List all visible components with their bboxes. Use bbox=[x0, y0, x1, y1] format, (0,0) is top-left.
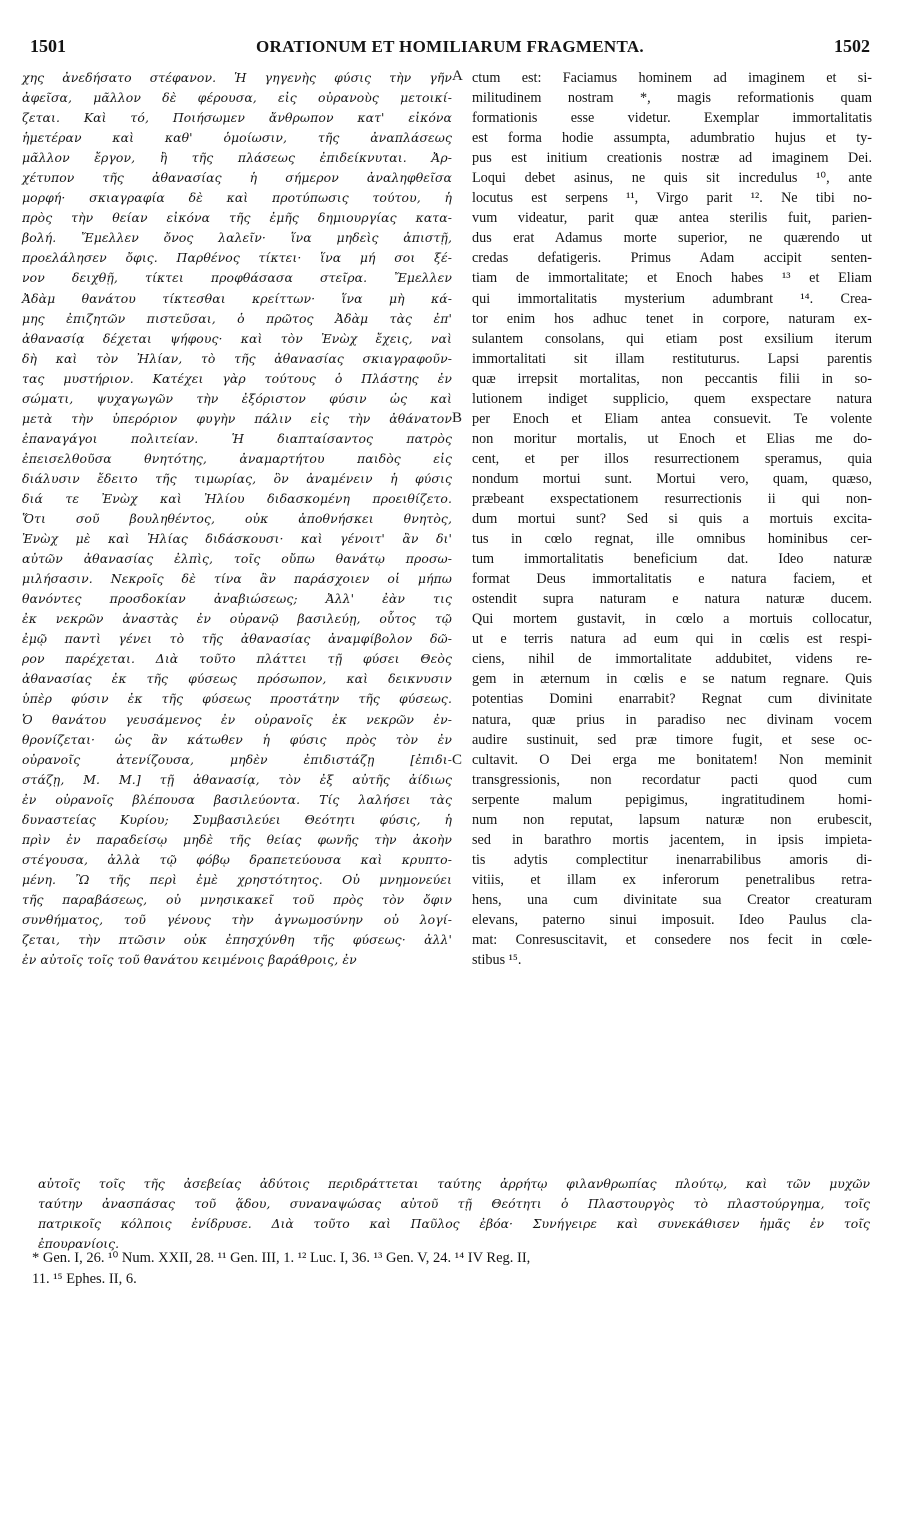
greek-full-line: ταύτην ἀνασπάσας τοῦ ᾅδου, συναναψώσας αὐτοῦ τῇ Θεότητι ὁ Πλαστουργὸς τὸ πλαστούργημα, τοῖς bbox=[38, 1196, 870, 1211]
greek-line: δυναστείας Κυρίου; Συμβασιλεύει Θεότητι φύσις, ἡ bbox=[22, 811, 452, 827]
latin-line: sed in barathro mortis jacentem, in ipsis impieta- bbox=[472, 831, 872, 848]
greek-line: διάλυσιν ἔδειτο τῆς τιμωρίας, ὃν ἀναμένειν ἡ φύσις bbox=[22, 470, 452, 486]
greek-column bbox=[22, 68, 452, 970]
greek-line: χης ἀνεδήσατο στέφανον. Ἡ γηγενὴς φύσις τὴν γῆν bbox=[22, 70, 452, 85]
greek-line: ζεται. Καὶ τό, Ποιήσωμεν ἄνθρωπον κατ' εἰκόνα bbox=[22, 110, 452, 126]
greek-line: μετὰ τὴν ὑπερόριον φυγὴν πάλιν εἰς τὴν ἀθάνατον bbox=[22, 410, 452, 426]
greek-line: ἀθανασίας ἐκ τῆς φύσεως πρόσωπον, καὶ δεικνυσιν bbox=[22, 671, 452, 687]
latin-line: elevans, paterno sinui imposuit. Ideo Paulus cla- bbox=[472, 911, 872, 928]
latin-line: militudinem nostram *, magis reformationis quam bbox=[472, 90, 872, 107]
greek-line: Ἀδὰμ θανάτου τίκτεσθαι κρείττων· ἵνα μὴ κά- bbox=[22, 290, 452, 306]
latin-line: ut e terris natura ad eum qui in cœlis est respi- bbox=[472, 631, 872, 648]
latin-column bbox=[472, 68, 872, 970]
greek-line: Ὁ θανάτου γευσάμενος ἐν οὐρανοῖς ἐκ νεκρῶν ἐν- bbox=[22, 711, 452, 727]
latin-line: tus in cœlo regnat, ille omnibus hominibus cer- bbox=[472, 531, 872, 548]
greek-line: διά τε Ἐνὼχ καὶ Ἠλίου διδασκομένη προειθίζετο. bbox=[22, 490, 452, 506]
latin-line: nondum mortui sunt. Mortui vero, quam, quæso, bbox=[472, 470, 872, 487]
greek-line: ἐμῷ παντὶ γένει τὸ τῆς ἀθανασίας ἀναμφίβολον δῶ- bbox=[22, 631, 452, 647]
page-header bbox=[30, 36, 870, 62]
latin-line: cultavit. O Dei erga me bonitatem! Non meminit bbox=[472, 751, 872, 768]
latin-line: tis adytis complectitur inenarrabilibus amoris di- bbox=[472, 851, 872, 868]
latin-line: vum videatur, parit quæ antea sterilis fuit, parien- bbox=[472, 210, 872, 227]
greek-full-line: αὐτοῖς τοῖς τῆς ἀσεβείας ἀδύτοις περιδράττεται ταύτης ἀρρήτῳ φιλανθρωπίας πλούτῳ, καὶ τῶν μυχῶν bbox=[38, 1176, 870, 1191]
latin-line: hens, una cum divinitate sua Creator creaturam bbox=[472, 891, 872, 908]
latin-line: pus est initium creationis nostræ ad imaginem Dei. bbox=[472, 150, 872, 167]
page-number-left: 1501 bbox=[30, 36, 66, 56]
greek-line: ἐν αὐτοῖς τοῖς τοῦ θανάτου κειμένοις βαράθροις, ἐν bbox=[22, 952, 357, 968]
latin-line: gem in æternum in cœlis e se natum regnare. Quis bbox=[472, 671, 872, 688]
page-number-right: 1502 bbox=[833, 36, 870, 56]
footnote-line: 11. ¹⁵ Ephes. II, 6. bbox=[32, 1271, 137, 1287]
latin-line: natura, quæ prius in paradiso nec divinam vocem bbox=[472, 711, 872, 728]
latin-line: per Enoch et Eliam antea consuevit. Te volente bbox=[472, 410, 872, 427]
latin-line: est forma hodie assumpta, adumbratio hujus et ty- bbox=[472, 130, 872, 147]
margin-letter-c: C bbox=[452, 752, 463, 768]
latin-line: præbeant exspectationem resurrectionis ii qui non- bbox=[472, 490, 872, 507]
greek-line: ἐπαναγάγοι πολιτείαν. Ἡ διαπταίσαντος πατρὸς bbox=[22, 430, 452, 446]
latin-line: sulantem consolans, qui etiam post exsilium iterum bbox=[472, 330, 872, 347]
latin-line: tum immortalitatis beneficium dat. Ideo naturæ bbox=[472, 551, 872, 568]
greek-line: ἀφεῖσα, μᾶλλον δὲ φέρουσα, εἰς οὐρανοὺς μετοικί- bbox=[22, 90, 452, 106]
latin-line: lutionem indiget supplicio, quem exspectare natura bbox=[472, 390, 872, 407]
latin-line: non moritur mortalis, ut Enoch et Elias me do- bbox=[472, 430, 872, 447]
greek-full-width-text bbox=[38, 1174, 870, 1254]
greek-line: ἡμετέραν καὶ καθ' ὁμοίωσιν, τῆς ἀναπλάσεως bbox=[22, 130, 452, 146]
greek-line: μᾶλλον ἔργον, ἢ τῆς πλάσεως ἐπιδείκνυται. Ἀρ- bbox=[22, 150, 452, 166]
greek-line: αὐτῶν ἀθανασίας ἐλπὶς, τοῖς οὔπω θανάτῳ προσω- bbox=[22, 551, 452, 567]
margin-letter-a: A bbox=[452, 68, 463, 84]
latin-line: potentias Domini enarrabit? Regnat cum divinitate bbox=[472, 691, 872, 708]
latin-line: quæ irrepsit mortalitas, non peccantis filii in so- bbox=[472, 370, 872, 387]
greek-line: ρον παρέχεται. Διὰ τοῦτο πλάττει τῇ φύσει Θεὸς bbox=[22, 651, 452, 667]
greek-line: τας μυστήριον. Κατέχει γὰρ τούτους ὁ Πλάστης ἐν bbox=[22, 370, 452, 386]
greek-full-line: ἐπουρανίοις. bbox=[38, 1236, 120, 1251]
latin-line: tiam de immortalitate; et Enoch habes ¹³ et Eliam bbox=[472, 270, 872, 287]
latin-line: cent, et per illos resurrectionem speramus, quia bbox=[472, 450, 872, 467]
greek-line: δὴ καὶ τὸν Ἠλίαν, τὸ τῆς ἀθανασίας σκιαγραφοῦν- bbox=[22, 350, 452, 366]
greek-full-line: πατρικοῖς κόλποις ἐνίδρυσε. Διὰ τοῦτο καὶ Παῦλος ἐβόα· Συνήγειρε καὶ συνεκάθισεν ἡμᾶς ἐν τοῖς bbox=[38, 1216, 870, 1231]
latin-line: transgressionis, non recordatur pacti quod cum bbox=[472, 771, 872, 788]
greek-line: πρὶν ἐν παραδείσῳ μηδὲ τῆς θείας φωνῆς τὴν ἀκοὴν bbox=[22, 831, 452, 847]
margin-letter-b: B bbox=[452, 410, 463, 426]
greek-line: οὐρανοῖς ἀτενίζουσα, μηδὲν ἐπιδιστάζῃ [ἐπιδι- bbox=[22, 751, 452, 767]
greek-line: ἐκ νεκρῶν ἀναστὰς ἐν οὐρανῷ βασιλεύῃ, οὗτος τῷ bbox=[22, 611, 452, 627]
greek-line: θανόντες προσδοκίαν ἀναβιώσεως; Ἀλλ' ἐὰν τις bbox=[22, 591, 452, 607]
footnote-line: * Gen. I, 26. ¹⁰ Num. XXII, 28. ¹¹ Gen. III, 1. ¹² Luc. I, 36. ¹³ Gen. V, 24. ¹⁴ IV Reg. II, bbox=[32, 1250, 531, 1266]
greek-line: προελάλησεν ὄφις. Παρθένος τίκτει· ἵνα μή σοι ξέ- bbox=[22, 250, 452, 266]
greek-line: στάζῃ, M. M.] τῇ ἀθανασίᾳ, τὸν ἐξ αὐτῆς ἀίδιως bbox=[22, 771, 452, 787]
greek-line: ἐπεισελθοῦσα θνητότης, ἀναμαρτήτου παιδὸς εἰς bbox=[22, 450, 452, 466]
greek-line: ἐν οὐρανοῖς βλέπουσα βασιλεύοντα. Τίς λαλήσει τὰς bbox=[22, 791, 452, 807]
greek-line: πρὸς τὴν θείαν εἰκόνα τῆς ἐμῆς δημιουργίας κατα- bbox=[22, 210, 452, 226]
latin-line: vitiis, et illam ex inferorum penetralibus retra- bbox=[472, 871, 872, 888]
greek-line: ὑπὲρ φύσιν ἐκ τῆς φύσεως προστάτην τῆς φύσεως. bbox=[22, 691, 452, 707]
greek-line: ἀθανασίᾳ δέχεται ψήφους· καὶ τὸν Ἐνὼχ ἔχεις, ναὶ bbox=[22, 330, 452, 346]
latin-line: locutus est serpens ¹¹, Virgo parit ¹². Ne tibi no- bbox=[472, 190, 872, 207]
latin-line: credas defatigeris. Primus Adam accipit senten- bbox=[472, 250, 872, 267]
footnotes bbox=[32, 1248, 872, 1290]
greek-line: στέγουσα, ἀλλὰ τῷ φόβῳ δραπετεύουσα καὶ κρυπτο- bbox=[22, 851, 452, 867]
greek-line: μιλήσασιν. Νεκροῖς δὲ τίνα ἂν παράσχοιεν οἱ μήπω bbox=[22, 571, 452, 587]
greek-line: Ὅτι σοῦ βουληθέντος, οὐκ ἀποθνήσκει θνητὸς, bbox=[22, 511, 452, 527]
latin-line: dus erat Adamus morte superior, ne quærendo ut bbox=[472, 230, 872, 247]
latin-line: dum mortui sunt? Sed si quis a mortuis excita- bbox=[472, 511, 872, 528]
latin-line: ciens, nihil de immortalitate addubitet, videns re- bbox=[472, 651, 872, 668]
greek-line: θρονίζεται· ὡς ἂν κάτωθεν ἡ φύσις πρὸς τὸν ἐν bbox=[22, 731, 452, 747]
latin-line: qui immortalitatis mysterium adumbrant ¹⁴. Crea- bbox=[472, 290, 872, 307]
greek-line: συνθήματος, τοῦ γένους τὴν ἀγνωμοσύνην οὐ λογί- bbox=[22, 911, 452, 927]
latin-line: Qui mortem gustavit, in cœlo a mortuis collocatur, bbox=[472, 611, 872, 628]
greek-line: βολή. Ἔμελλεν ὄνος λαλεῖν· ἵνα μηδεὶς ἀπιστῇ, bbox=[22, 230, 452, 246]
latin-line: serpente malum pepigimus, ingratitudinem homi- bbox=[472, 791, 872, 808]
running-title: ORATIONUM ET HOMILIARUM FRAGMENTA. bbox=[256, 37, 644, 56]
greek-line: σώματι, ψυχαγωγῶν τὴν ἐξόριστον φύσιν ὡς καὶ bbox=[22, 390, 452, 406]
latin-line: format Deus immortalitatis e natura faciem, et bbox=[472, 571, 872, 588]
latin-line: stibus ¹⁵. bbox=[472, 952, 522, 969]
greek-line: τῆς παραβάσεως, οὐ μνησικακεῖ τοῦ πρὸς τὸν ὄφιν bbox=[22, 891, 452, 907]
greek-line: νον δειχθῇ, τίκτει προφθάσασα στεῖρα. Ἔμελλεν bbox=[22, 270, 452, 286]
latin-line: audire sustinuit, sed præ timore fugit, et sese oc- bbox=[472, 731, 872, 748]
latin-line: Loqui debet asinus, ne quis sit incredulus ¹⁰, ante bbox=[472, 170, 872, 187]
latin-line: num non reputat, lapsum naturæ non erubescit, bbox=[472, 811, 872, 828]
greek-line: μορφή· σκιαγραφία δὲ καὶ προτύπωσις τούτου, ἡ bbox=[22, 190, 452, 206]
greek-line: Ἐνὼχ μὲ καὶ Ἠλίας διδάσκουσι· καὶ γένοιτ' ἂν δι' bbox=[22, 531, 452, 547]
greek-line: μένη. Ὢ τῆς περὶ ἐμὲ χρηστότητος. Οὐ μνημονεύει bbox=[22, 871, 452, 887]
latin-line: mat: Conresuscitavit, et consedere nos fecit in cœle- bbox=[472, 932, 872, 949]
latin-line: tor enim hos adhuc tenet in corpore, naturam ex- bbox=[472, 310, 872, 327]
greek-line: ζεται, τὴν πτῶσιν οὐκ ἐπησχύνθη τῆς φύσεως· ἀλλ' bbox=[22, 932, 452, 948]
latin-line: formationis esse videtur. Exemplar immortalitatis bbox=[472, 110, 872, 127]
latin-line: immortalitati sit illam restituturus. Lapsi parentis bbox=[472, 350, 872, 367]
greek-line: μης ἐπιζητῶν πιστεῦσαι, ὁ πρῶτος Ἀδὰμ τὰς ἐπ' bbox=[22, 310, 452, 326]
latin-line: ctum est: Faciamus hominem ad imaginem et si- bbox=[472, 70, 872, 86]
greek-line: χέτυπον τῆς ἀθανασίας ἡ σήμερον ἀναληφθεῖσα bbox=[22, 170, 452, 186]
latin-line: ostendit supra naturam e natura naturæ ducem. bbox=[472, 591, 872, 608]
